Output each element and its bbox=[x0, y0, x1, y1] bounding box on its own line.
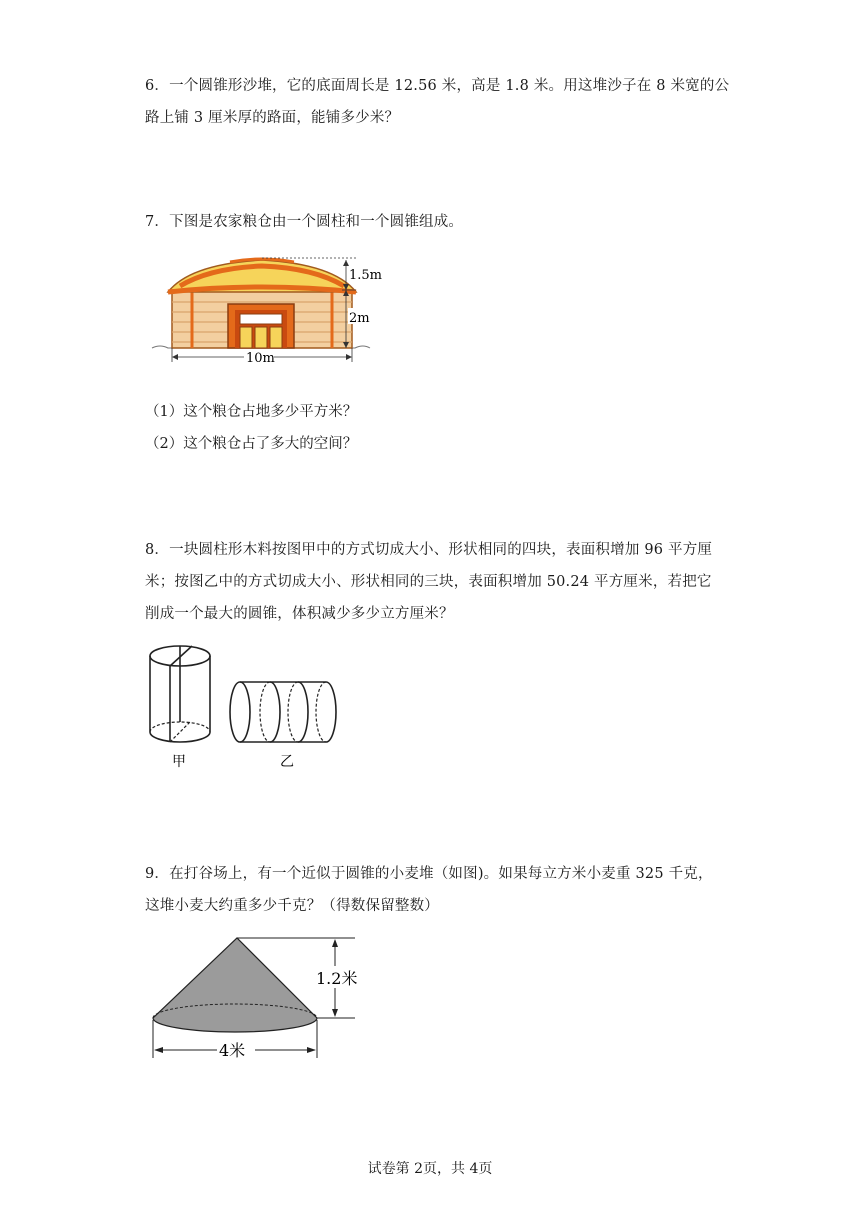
q9-line-2: 这堆小麦大约重多少千克？（得数保留整数） bbox=[145, 898, 439, 914]
cylinder-cut-figure bbox=[140, 640, 350, 775]
q8-line-1: 8．一块圆柱形木料按图甲中的方式切成大小、形状相同的四块，表面积增加 96 平方厘 bbox=[145, 542, 713, 558]
q7-part-1: （1）这个粮仓占地多少平方米？ bbox=[145, 404, 358, 420]
q8-line-2: 米；按图乙中的方式切成大小、形状相同的三块，表面积增加 50.24 平方厘米，若把它 bbox=[145, 574, 712, 590]
q8-line-3: 削成一个最大的圆锥，体积减少多少立方厘米？ bbox=[145, 606, 454, 622]
cone-width-label: 4米 bbox=[219, 1041, 246, 1060]
q6-line-1: 6．一个圆锥形沙堆，它的底面周长是 12.56 米，高是 1.8 米。用这堆沙子在 8 米宽的公 bbox=[145, 78, 730, 94]
granary-diameter-label: 10m bbox=[246, 351, 275, 366]
q9-line-1: 9．在打谷场上，有一个近似于圆锥的小麦堆（如图)。如果每立方米小麦重 325 千克， bbox=[145, 866, 713, 882]
wheat-cone-figure bbox=[145, 930, 370, 1065]
figure-yi-label: 乙 bbox=[280, 754, 294, 770]
granary-height-cylinder-label: 2m bbox=[349, 311, 370, 326]
cone-height-label: 1.2米 bbox=[316, 969, 358, 988]
q7-part-2: （2）这个粮仓占了多大的空间？ bbox=[145, 436, 358, 452]
figure-jia-label: 甲 bbox=[172, 754, 186, 770]
granary-figure bbox=[150, 250, 390, 375]
q6-line-2: 路上铺 3 厘米厚的路面，能铺多少米？ bbox=[145, 110, 400, 126]
q7-stem: 7．下图是农家粮仓由一个圆柱和一个圆锥组成。 bbox=[145, 214, 464, 230]
page-footer: 试卷第 2页，共 4页 bbox=[367, 1161, 493, 1177]
granary-height-cone-label: 1.5m bbox=[349, 268, 383, 283]
